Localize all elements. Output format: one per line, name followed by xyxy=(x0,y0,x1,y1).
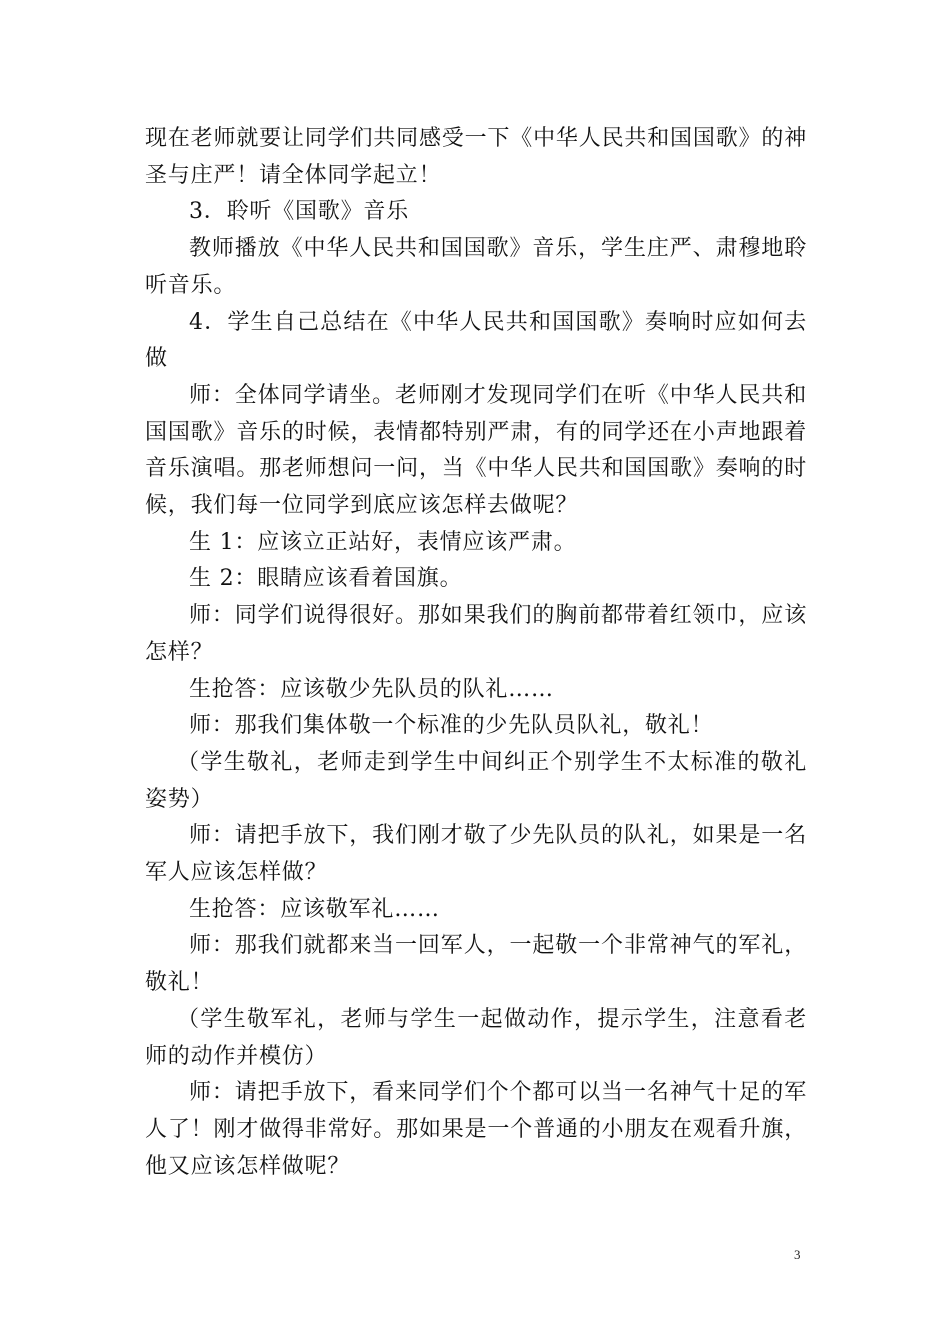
paragraph-2: 3．聆听《国歌》音乐 xyxy=(189,199,409,225)
paragraph-7: 生 2：眼睛应该看着国旗。 xyxy=(189,566,463,592)
paragraph-14: 师：那我们就都来当一回军人，一起敬一个非常神气的军礼，敬礼！ xyxy=(145,933,807,996)
paragraph-9: 生抢答：应该敬少先队员的队礼…… xyxy=(189,676,554,702)
paragraph-12: 师：请把手放下，我们刚才敬了少先队员的队礼，如果是一名军人应该怎样做？ xyxy=(145,823,807,886)
paragraph-8: 师：同学们说得很好。那如果我们的胸前都带着红领巾，应该怎样？ xyxy=(145,603,807,665)
paragraph-11: （学生敬礼，老师走到学生中间纠正个别学生不太标准的敬礼姿势） xyxy=(145,749,807,812)
paragraph-6: 生 1：应该立正站好，表情应该严肃。 xyxy=(189,529,577,555)
paragraph-13: 生抢答：应该敬军礼…… xyxy=(189,896,440,922)
paragraph-5: 师：全体同学请坐。老师刚才发现同学们在听《中华人民共和国国歌》音乐的时候，表情都特别严肃，有的同学还在小声地跟着音乐演唱。那老师想问一问，当《中华人民共和国国歌》奏响的时候，我们每一位同学到底应该怎样去做呢？ xyxy=(145,382,807,519)
paragraph-16: 师：请把手放下，看来同学们个个都可以当一名神气十足的军人了！刚才做得非常好。那如果是一个普通的小朋友在观看升旗，他又应该怎样做呢？ xyxy=(145,1080,807,1179)
paragraph-4: 4．学生自己总结在《中华人民共和国国歌》奏响时应如何去做 xyxy=(145,309,807,372)
paragraph-3: 教师播放《中华人民共和国国歌》音乐，学生庄严、肃穆地聆听音乐。 xyxy=(145,236,807,298)
paragraph-15: （学生敬军礼，老师与学生一起做动作，提示学生，注意看老师的动作并模仿） xyxy=(145,1006,807,1069)
document-body xyxy=(145,121,807,1185)
page-number: 3 xyxy=(794,1247,801,1262)
paragraph-10: 师：那我们集体敬一个标准的少先队员队礼，敬礼！ xyxy=(189,713,714,739)
paragraph-1: 现在老师就要让同学们共同感受一下《中华人民共和国国歌》的神圣与庄严！请全体同学起立！ xyxy=(145,126,807,188)
